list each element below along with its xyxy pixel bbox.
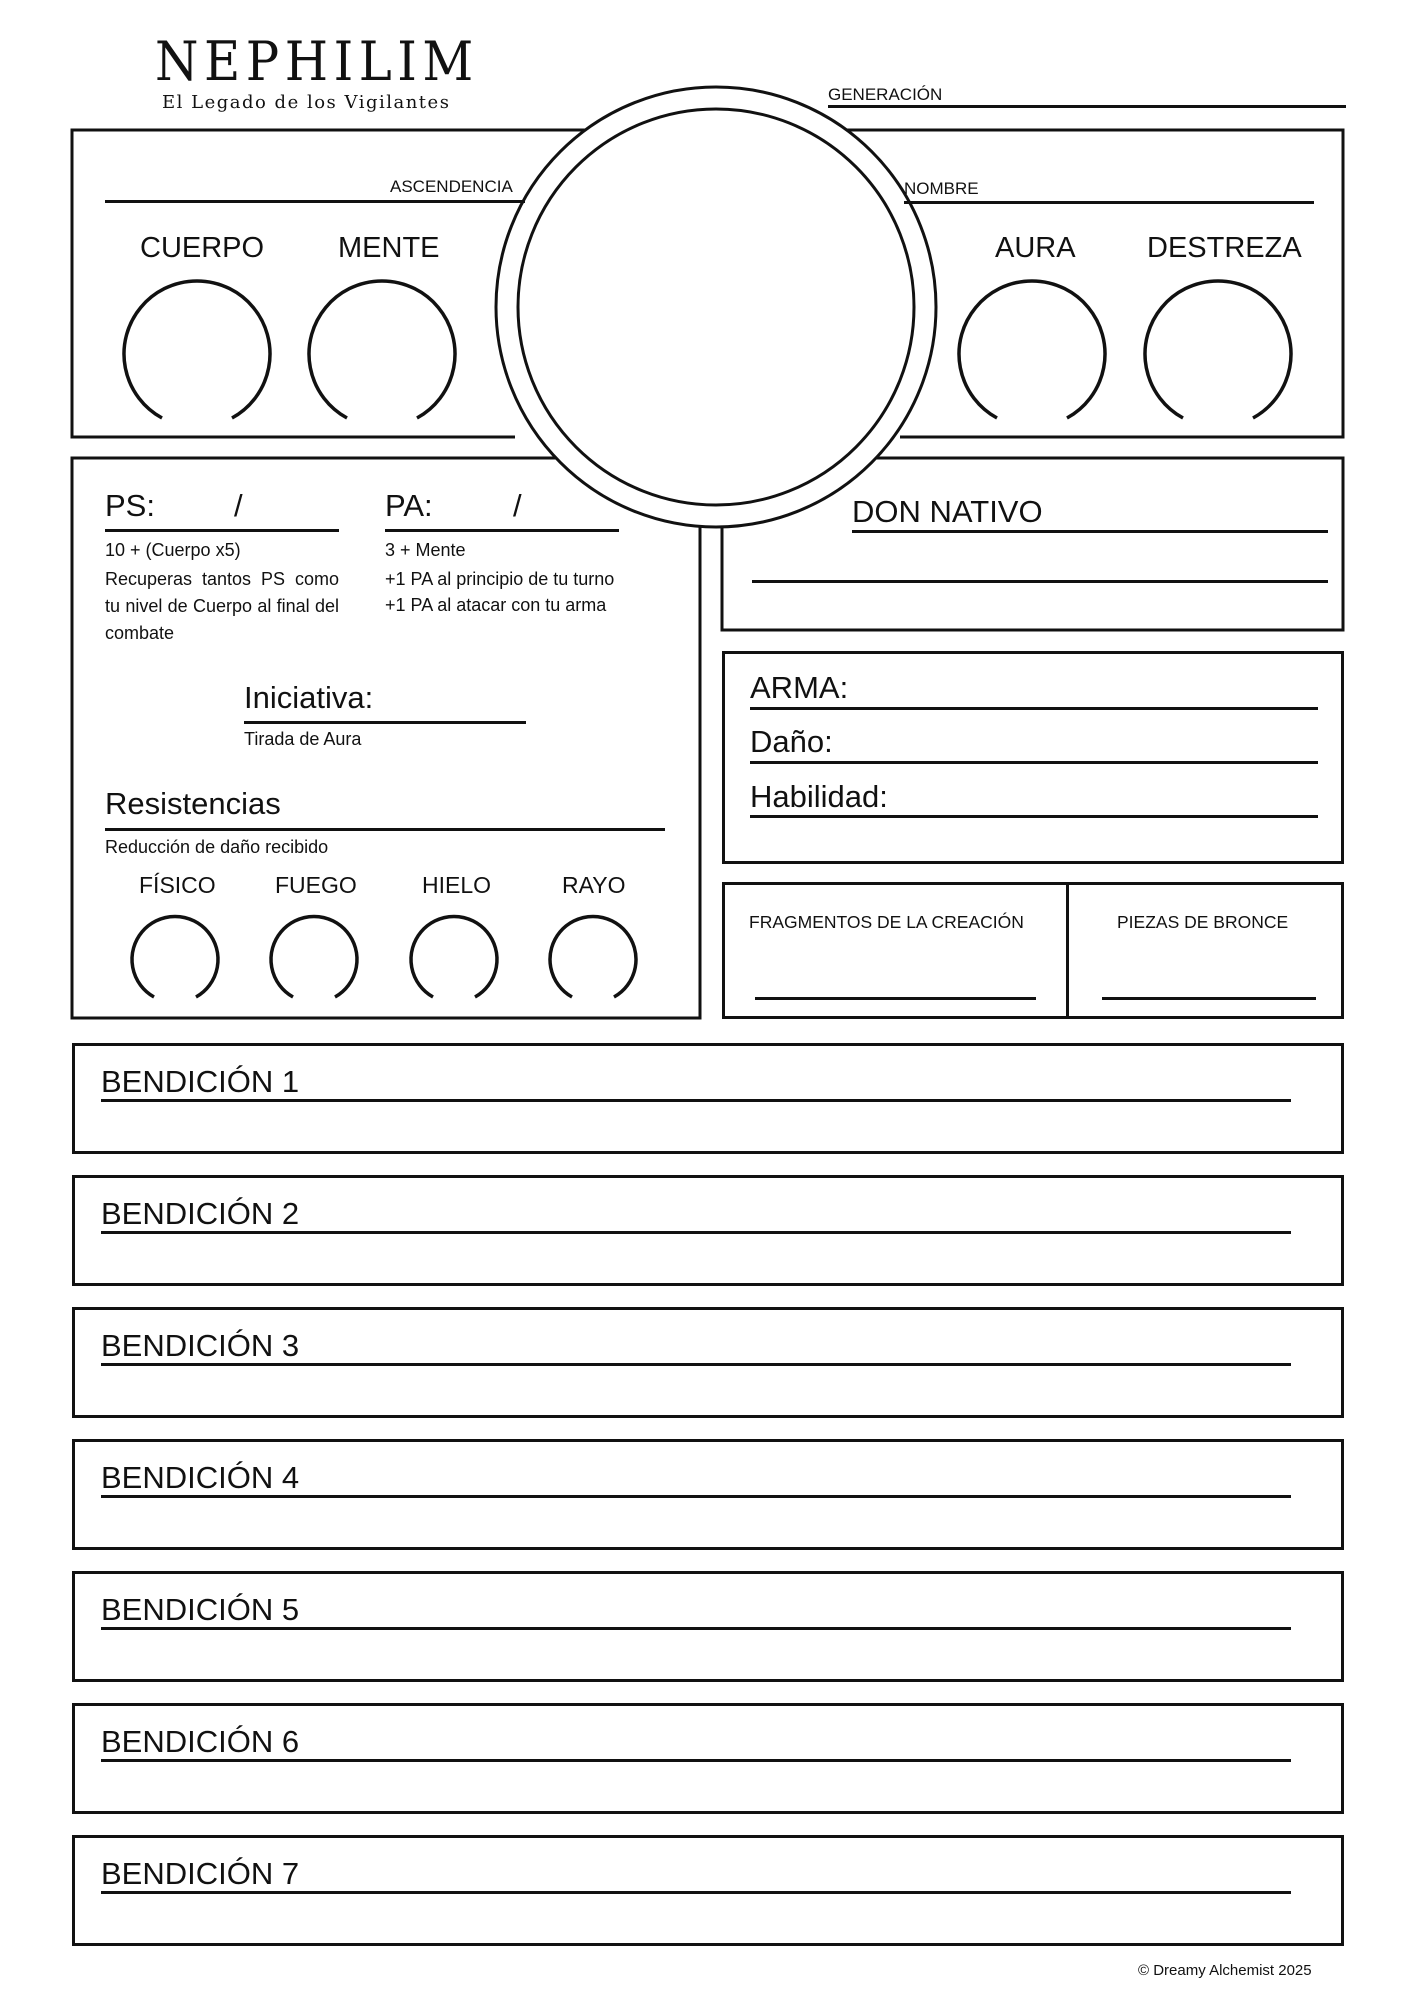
blessing-box-4 <box>72 1439 1344 1550</box>
sheet-title: NEPHILIM <box>155 30 479 93</box>
resistencias-description: Reducción de daño recibido <box>105 837 329 857</box>
blessing-3-label: BENDICIÓN 3 <box>101 1328 300 1363</box>
blessing-1-field[interactable] <box>101 1099 1291 1102</box>
sheet-subtitle: El Legado de los Vigilantes <box>162 92 451 113</box>
copyright: © Dreamy Alchemist 2025 <box>1138 1962 1312 1979</box>
pa-rule-1: +1 PA al principio de tu turno <box>385 569 615 589</box>
resistencias-label: Resistencias <box>105 786 281 821</box>
fuego-value[interactable] <box>271 914 357 1000</box>
piezas-label: PIEZAS DE BRONCE <box>1117 912 1289 932</box>
blessing-4-field[interactable] <box>101 1495 1291 1498</box>
blessing-box-5 <box>72 1571 1344 1682</box>
don-nativo-field[interactable] <box>752 580 1328 583</box>
dano-label: Daño: <box>750 724 833 759</box>
res-rayo-label: RAYO <box>562 872 626 898</box>
blessing-4-label: BENDICIÓN 4 <box>101 1460 300 1495</box>
blessing-box-6 <box>72 1703 1344 1814</box>
blessing-2-field[interactable] <box>101 1231 1291 1234</box>
res-hielo-label: HIELO <box>422 872 492 898</box>
blessing-6-label: BENDICIÓN 6 <box>101 1724 300 1759</box>
don-nativo-title-line <box>852 530 1328 533</box>
attr-aura-label: AURA <box>995 232 1076 264</box>
pa-label: PA: <box>385 488 433 523</box>
hielo-value[interactable] <box>411 914 497 1000</box>
iniciativa-label: Iniciativa: <box>244 680 374 715</box>
blessing-7-label: BENDICIÓN 7 <box>101 1856 300 1891</box>
habilidad-label: Habilidad: <box>750 779 888 814</box>
ascendencia-label: ASCENDENCIA <box>390 177 513 196</box>
attr-destreza-label: DESTREZA <box>1147 232 1302 264</box>
habilidad-field[interactable] <box>750 815 1318 818</box>
pa-slash: / <box>513 488 522 523</box>
res-fuego-label: FUEGO <box>275 872 357 898</box>
blessing-6-field[interactable] <box>101 1759 1291 1762</box>
arma-field[interactable] <box>750 707 1318 710</box>
nombre-label: NOMBRE <box>904 179 979 198</box>
generacion-label: GENERACIÓN <box>828 85 943 104</box>
ps-slash: / <box>234 488 243 523</box>
blessing-2-label: BENDICIÓN 2 <box>101 1196 300 1231</box>
blessing-3-field[interactable] <box>101 1363 1291 1366</box>
attr-cuerpo-label: CUERPO <box>140 232 265 264</box>
fisico-value[interactable] <box>132 914 218 1000</box>
don-nativo-label: DON NATIVO <box>852 494 1043 529</box>
rayo-value[interactable] <box>550 914 636 1000</box>
blessing-box-7 <box>72 1835 1344 1946</box>
blessing-5-label: BENDICIÓN 5 <box>101 1592 300 1627</box>
piezas-field[interactable] <box>1102 997 1316 1000</box>
blessing-box-3 <box>72 1307 1344 1418</box>
currency-divider <box>1066 882 1069 1019</box>
fragmentos-field[interactable] <box>755 997 1036 1000</box>
blessing-7-field[interactable] <box>101 1891 1291 1894</box>
blessing-box-2 <box>72 1175 1344 1286</box>
arma-label: ARMA: <box>750 670 849 705</box>
blessing-1-label: BENDICIÓN 1 <box>101 1064 300 1099</box>
pa-formula: 3 + Mente <box>385 540 466 560</box>
res-fisico-label: FÍSICO <box>139 872 216 898</box>
attr-mente-label: MENTE <box>338 232 440 264</box>
dano-field[interactable] <box>750 761 1318 764</box>
pa-rule-2: +1 PA al atacar con tu arma <box>385 595 607 615</box>
ps-formula: 10 + (Cuerpo x5) <box>105 540 241 560</box>
iniciativa-description: Tirada de Aura <box>244 729 362 749</box>
blessing-5-field[interactable] <box>101 1627 1291 1630</box>
blessing-box-1 <box>72 1043 1344 1154</box>
ps-label: PS: <box>105 488 155 523</box>
fragmentos-label: FRAGMENTOS DE LA CREACIÓN <box>749 912 1024 932</box>
ps-description: Recuperas tantos PS como tu nivel de Cuerpo al final del combate <box>105 569 339 643</box>
